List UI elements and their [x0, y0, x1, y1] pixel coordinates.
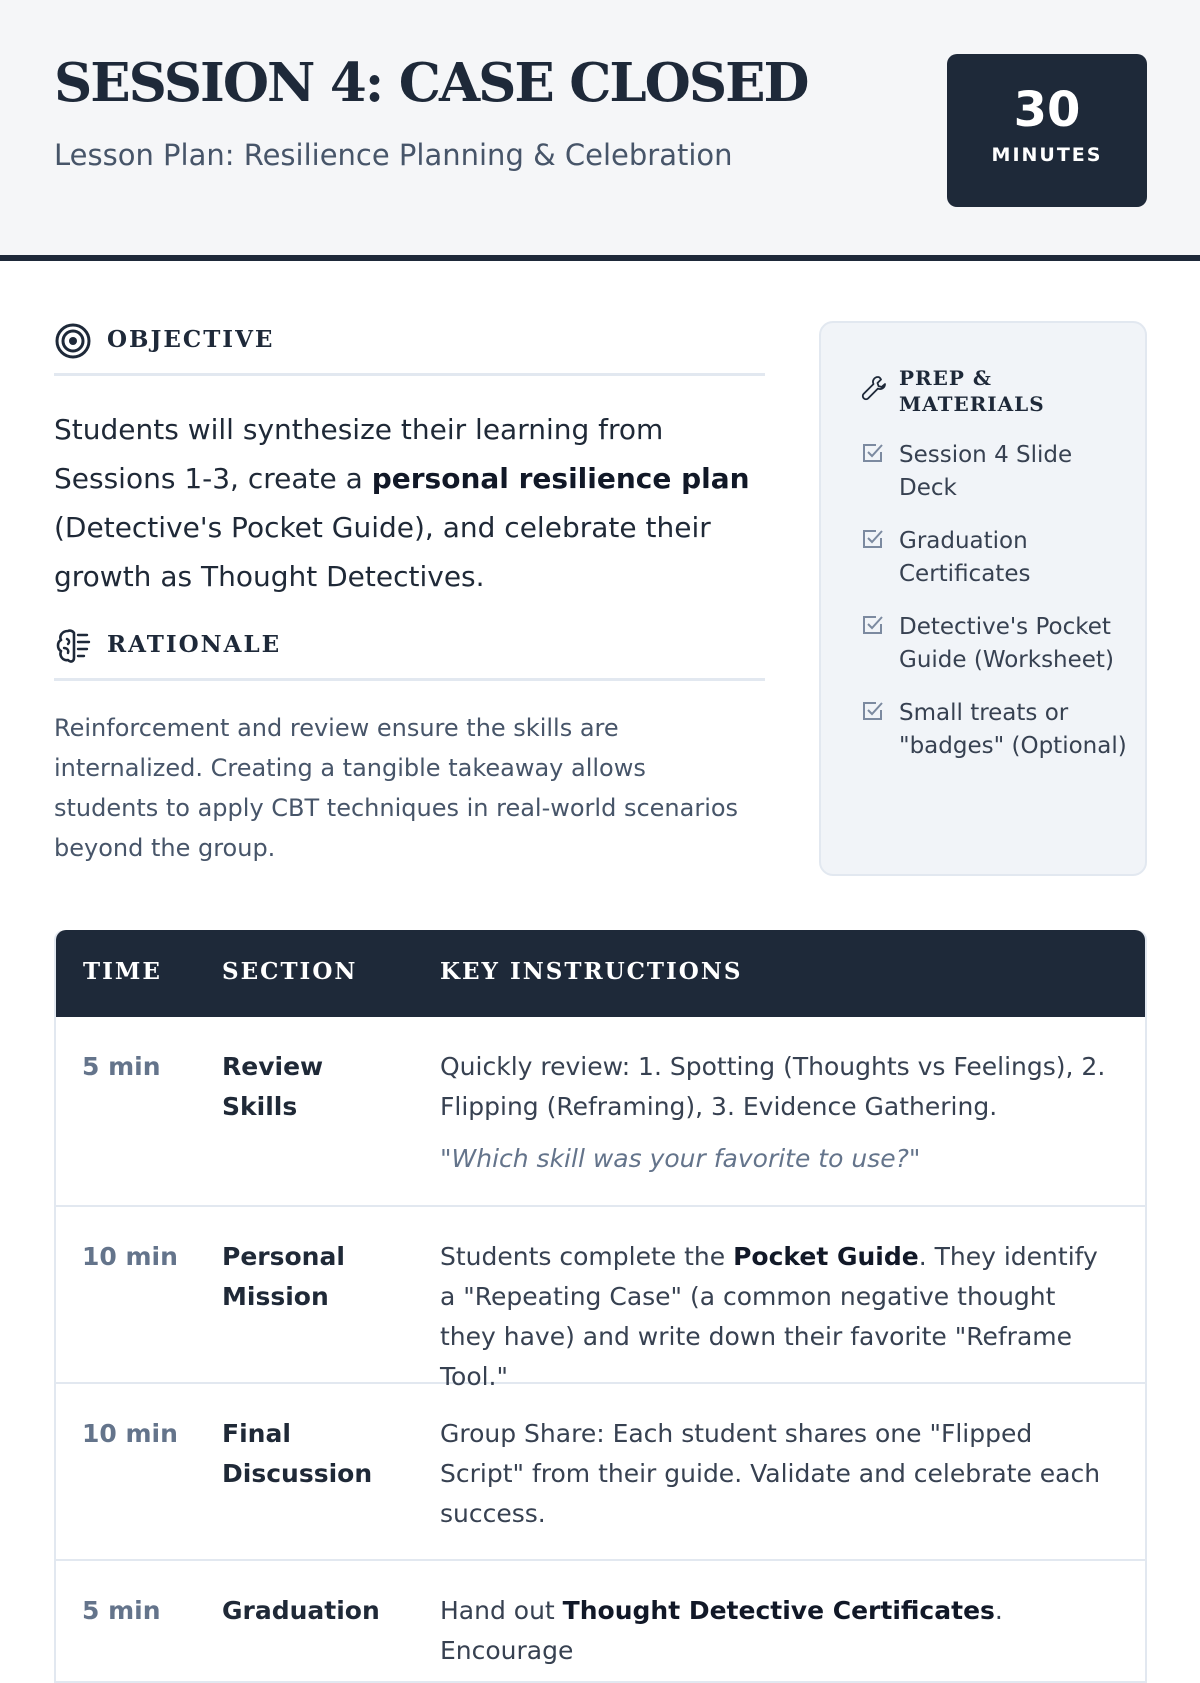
- list-item: Session 4 Slide Deck: [861, 439, 1131, 505]
- row-time: 5 min: [82, 1052, 161, 1081]
- objective-label: OBJECTIVE: [107, 326, 275, 353]
- page-title: SESSION 4: CASE CLOSED: [54, 52, 808, 114]
- checkbox-icon: [861, 527, 885, 551]
- prep-label: PREP & MATERIALS: [899, 366, 1045, 416]
- row-instructions: Students complete the Pocket Guide. They identify a "Repeating Case" (a common negative thought they have) and write down their favorite "Reframe Tool.": [440, 1242, 1098, 1391]
- target-icon: [54, 322, 92, 360]
- row-time: 5 min: [82, 1596, 161, 1625]
- table-row: [56, 1384, 1145, 1561]
- row-section: Final Discussion: [222, 1419, 373, 1488]
- duration-value: 30: [1013, 82, 1081, 138]
- brain-icon: [54, 627, 92, 665]
- column-header-time: TIME: [83, 958, 162, 985]
- rationale-heading: [54, 625, 765, 681]
- row-section: Graduation: [222, 1596, 380, 1625]
- row-section: Review Skills: [222, 1052, 324, 1121]
- duration-unit: MINUTES: [991, 144, 1103, 166]
- table-header: [56, 930, 1145, 1017]
- objective-heading: [54, 320, 765, 376]
- row-quote: "Which skill was your favorite to use?": [440, 1144, 921, 1173]
- table-row: [56, 1561, 1145, 1681]
- list-item: Detective's Pocket Guide (Worksheet): [861, 611, 1131, 677]
- page-header: [0, 0, 1200, 261]
- row-time: 10 min: [82, 1419, 178, 1448]
- schedule-table: [54, 930, 1147, 1683]
- row-time: 10 min: [82, 1242, 178, 1271]
- page-subtitle: Lesson Plan: Resilience Planning & Celebration: [54, 138, 733, 172]
- wrench-icon: [861, 375, 887, 401]
- checkbox-icon: [861, 613, 885, 637]
- table-row: [56, 1017, 1145, 1207]
- duration-badge: [947, 54, 1147, 207]
- rationale-text: Reinforcement and review ensure the skills are internalized. Creating a tangible takeaway allows students to apply CBT techniques in real-world scenarios beyond the group.: [54, 714, 739, 862]
- column-header-instructions: KEY INSTRUCTIONS: [440, 958, 743, 985]
- prep-list: [861, 439, 1131, 783]
- row-section: Personal Mission: [222, 1242, 345, 1311]
- objective-emphasis: personal resilience plan: [371, 462, 750, 495]
- row-instructions: Hand out Thought Detective Certificates. Encourage: [440, 1596, 1003, 1665]
- row-instructions: Quickly review: 1. Spotting (Thoughts vs Feelings), 2. Flipping (Reframing), 3. Evidence Gathering. "Which skill was your favorite to use?": [440, 1017, 1145, 1179]
- checkbox-icon: [861, 441, 885, 465]
- list-item: Graduation Certificates: [861, 525, 1131, 591]
- objective-text: Students will synthesize their learning from Sessions 1-3, create a personal resilience plan (Detective's Pocket Guide), and celebrate their growth as Thought Detectives.: [54, 413, 750, 593]
- checkbox-icon: [861, 699, 885, 723]
- table-row: [56, 1207, 1145, 1391]
- list-item: Small treats or "badges" (Optional): [861, 697, 1131, 763]
- column-header-section: SECTION: [222, 958, 358, 985]
- prep-materials-panel: [819, 321, 1147, 876]
- row-instructions: Group Share: Each student shares one "Flipped Script" from their guide. Validate and celebrate each success.: [440, 1419, 1101, 1528]
- rationale-label: RATIONALE: [107, 631, 282, 658]
